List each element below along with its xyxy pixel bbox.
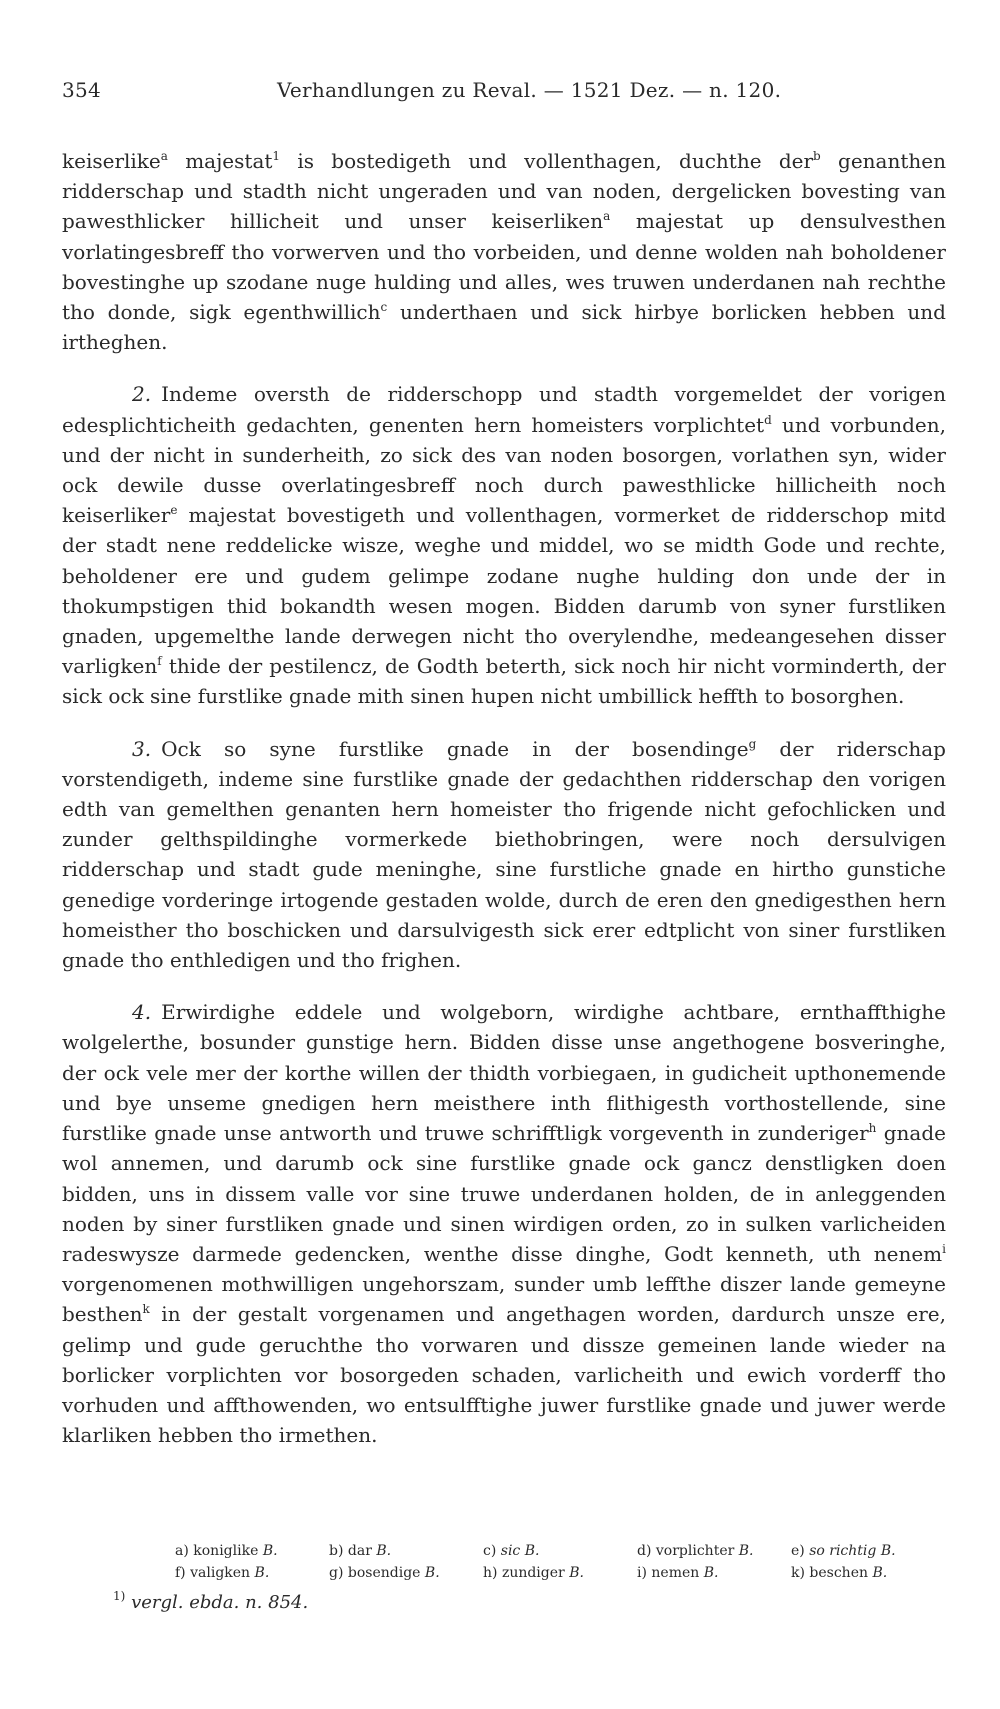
note-label: e) <box>791 1543 805 1559</box>
apparatus-note <box>791 1562 945 1584</box>
note-reading: koniglike <box>193 1543 259 1559</box>
text-run: majestat up densulvesthen vorlatingesbreff tho vorwerven und tho vorbeiden, und denne wolden nah boholdener bovestinghe up szodane nuge hulding und alles, wes truwen underdanen nah rechthe tho donde, sigk egenthwillich <box>62 209 946 325</box>
text-run: und vorbunden, und der nicht in sunderheith, zo sick des van noden bosorgen, vorlathen syn, wider ock dewile dusse overlatingesbreff noch durch pawesthlicke hillicheith noch keiserliker <box>62 412 946 528</box>
apparatus-note <box>791 1540 945 1562</box>
note-reading: nemen <box>651 1565 700 1581</box>
note-label: b) <box>329 1543 344 1559</box>
note-reading: dar <box>347 1543 372 1559</box>
text-run: majestat bovestigeth und vollenthagen, vormerket de ridderschop mitd der stadt nene reddelicke wisze, weghe und middel, wo se midth Gode und rechte, beholdener ere und gudem gelimpe zodane nughe hulding don unde der in thokumpstigen thid bokandth wesen mogen. Bidden darumb von syner furstliken gnaden, upgemelthe lande derwegen nicht tho overylendhe, medeangesehen disser varligken <box>62 503 946 679</box>
note-siglum: B. <box>703 1565 719 1581</box>
text-run: in der gestalt vorgenamen und angethagen worden, dardurch unsze ere, gelimp und gude geruchthe tho vorwaren und dissze gemeinen lande wieder na borlicker vorplichten vor bosorgeden schaden, varlicheith und ewich vorderff tho vorhuden und affthowenden, wo entsulfftighe juwer furstlike gnade und juwer werde klarliken hebben tho irmethen. <box>62 1302 946 1448</box>
text-run: der riderschap vorstendigeth, indeme sine furstlike gnade der gedachthen ridderschap den vorigen edth van gemelthen genanten hern homeister tho frigende nicht gefochlicken und zunder gelthspildinghe vormerkede biethobringen, were noch dersulvigen ridderschap und stadt gude meninghe, sine furstliche gnade en hirtho gunstiche genedige vorderinge irtogende gestaden wolde, durch de eren den gnedigesthen hern homeisther tho boschicken und darsulvigesth sick erer edtplicht von siner furstliken gnade tho enthledigen und tho frighen. <box>62 736 946 973</box>
note-reading: vorplichter <box>655 1543 735 1559</box>
body-text <box>62 146 946 1450</box>
note-siglum: B. <box>524 1543 540 1559</box>
note-siglum: B. <box>254 1565 270 1581</box>
note-siglum: B. <box>872 1565 888 1581</box>
note-siglum: B. <box>376 1543 392 1559</box>
paragraph-4 <box>62 997 946 1450</box>
critical-apparatus <box>175 1540 945 1584</box>
apparatus-row-1 <box>175 1540 945 1562</box>
note-label: f) <box>175 1565 186 1581</box>
apparatus-note <box>637 1562 791 1584</box>
note-marker: k <box>142 1302 150 1317</box>
paragraph-2 <box>62 379 946 711</box>
text-run: thide der pestilencz, de Godth beterth, sick noch hir nicht vorminderth, der sick ock sine furstlike gnade mith sinen hupen nicht umbillick heffth to bosorghen. <box>62 654 946 709</box>
page-header <box>62 78 946 108</box>
note-marker: a <box>160 149 168 163</box>
note-reading: valigken <box>190 1565 251 1581</box>
apparatus-note <box>329 1540 483 1562</box>
text-run: gnade wol annemen, und darumb ock sine furstlike gnade ock gancz denstligken doen bidden, uns in dissem valle vor sine truwe underdanen holden, de in anleggenden noden by siner furstliken gnade und sinen wirdigen orden, zo in sulken varlicheiden radeswysze darmede gedencken, wenthe disse dinghe, Godt kenneth, uth nenem <box>62 1121 946 1266</box>
apparatus-note <box>483 1562 637 1584</box>
note-reading: sic <box>500 1543 521 1559</box>
paragraph-3 <box>62 734 946 976</box>
note-label: d) <box>637 1543 652 1559</box>
note-marker: c <box>380 300 388 315</box>
apparatus-row-2 <box>175 1562 945 1584</box>
note-marker: h <box>868 1121 877 1136</box>
note-label: k) <box>791 1565 805 1581</box>
paragraph-1 <box>62 146 946 357</box>
text-run: Ock so syne furstlike gnade in der bosendinge <box>161 736 749 761</box>
note-reading: so richtig <box>809 1543 877 1559</box>
text-run: Indeme oversth de ridderschopp und stadth vorgemeldet der vorigen edesplichticheith gedachten, genenten hern homeisters vorplichtet <box>62 382 946 437</box>
text-run: is bostedigeth und vollenthagen, duchthe der <box>280 149 814 173</box>
note-marker: 1 <box>272 149 281 163</box>
note-marker: a <box>603 209 611 224</box>
note-marker: f <box>157 654 162 669</box>
note-label: a) <box>175 1543 189 1559</box>
footnote-marker: 1) <box>113 1589 126 1603</box>
note-marker: g <box>748 736 757 751</box>
note-marker: e <box>170 503 178 518</box>
footnote <box>113 1589 309 1613</box>
note-siglum: B. <box>738 1543 754 1559</box>
text-run: vorgenomenen mothwilligen ungehorszam, sunder umb leffthe diszer lande gemeyne besthen <box>62 1272 946 1327</box>
paragraph-number: 2. <box>132 382 152 407</box>
apparatus-note <box>175 1540 329 1562</box>
note-siglum: B. <box>262 1543 278 1559</box>
note-label: h) <box>483 1565 498 1581</box>
text-run: underthaen und sick hirbye borlicken hebben und irtheghen. <box>62 300 946 355</box>
note-reading: beschen <box>809 1565 868 1581</box>
apparatus-note <box>637 1540 791 1562</box>
note-marker: d <box>764 412 772 427</box>
text-run: genanthen ridderschap und stadth nicht ungeraden und van noden, dergelicken bovesting van pawesthlicker hillicheit und unser keiserliken <box>62 149 946 234</box>
note-label: c) <box>483 1543 497 1559</box>
note-siglum: B. <box>569 1565 584 1581</box>
apparatus-note <box>175 1562 329 1584</box>
apparatus-note <box>329 1562 483 1584</box>
running-title: Verhandlungen zu Reval. — 1521 Dez. — n. 120. <box>277 78 782 102</box>
note-label: i) <box>637 1565 647 1581</box>
paragraph-number: 4. <box>132 1000 152 1025</box>
note-marker: b <box>813 149 821 163</box>
note-reading: zundiger <box>501 1565 565 1581</box>
note-siglum: B. <box>424 1565 440 1581</box>
note-label: g) <box>329 1565 344 1581</box>
footnote-text: vergl. ebda. n. 854. <box>131 1592 309 1613</box>
note-reading: bosendige <box>347 1565 421 1581</box>
note-siglum: B. <box>880 1543 896 1559</box>
apparatus-note <box>483 1540 637 1562</box>
text-run: keiserlike <box>62 149 161 173</box>
paragraph-number: 3. <box>132 736 152 761</box>
text-run: majestat <box>167 149 273 173</box>
text-run: Erwirdighe eddele und wolgeborn, wirdighe achtbare, ernthaffthighe wolgelerthe, bosunder gunstige hern. Bidden disse unse angethogene bosveringhe, der ock vele mer der korthe willen der thidth vorbiegaen, in gudicheit upthonemende und bye unseme gnedigen hern meisthere inth flithigesth vorthostellende, sine furstlike gnade unse antworth und truwe schrifftligk vorgeventh in zunderiger <box>62 1000 946 1146</box>
page-number: 354 <box>62 78 102 102</box>
note-marker: i <box>942 1241 946 1256</box>
